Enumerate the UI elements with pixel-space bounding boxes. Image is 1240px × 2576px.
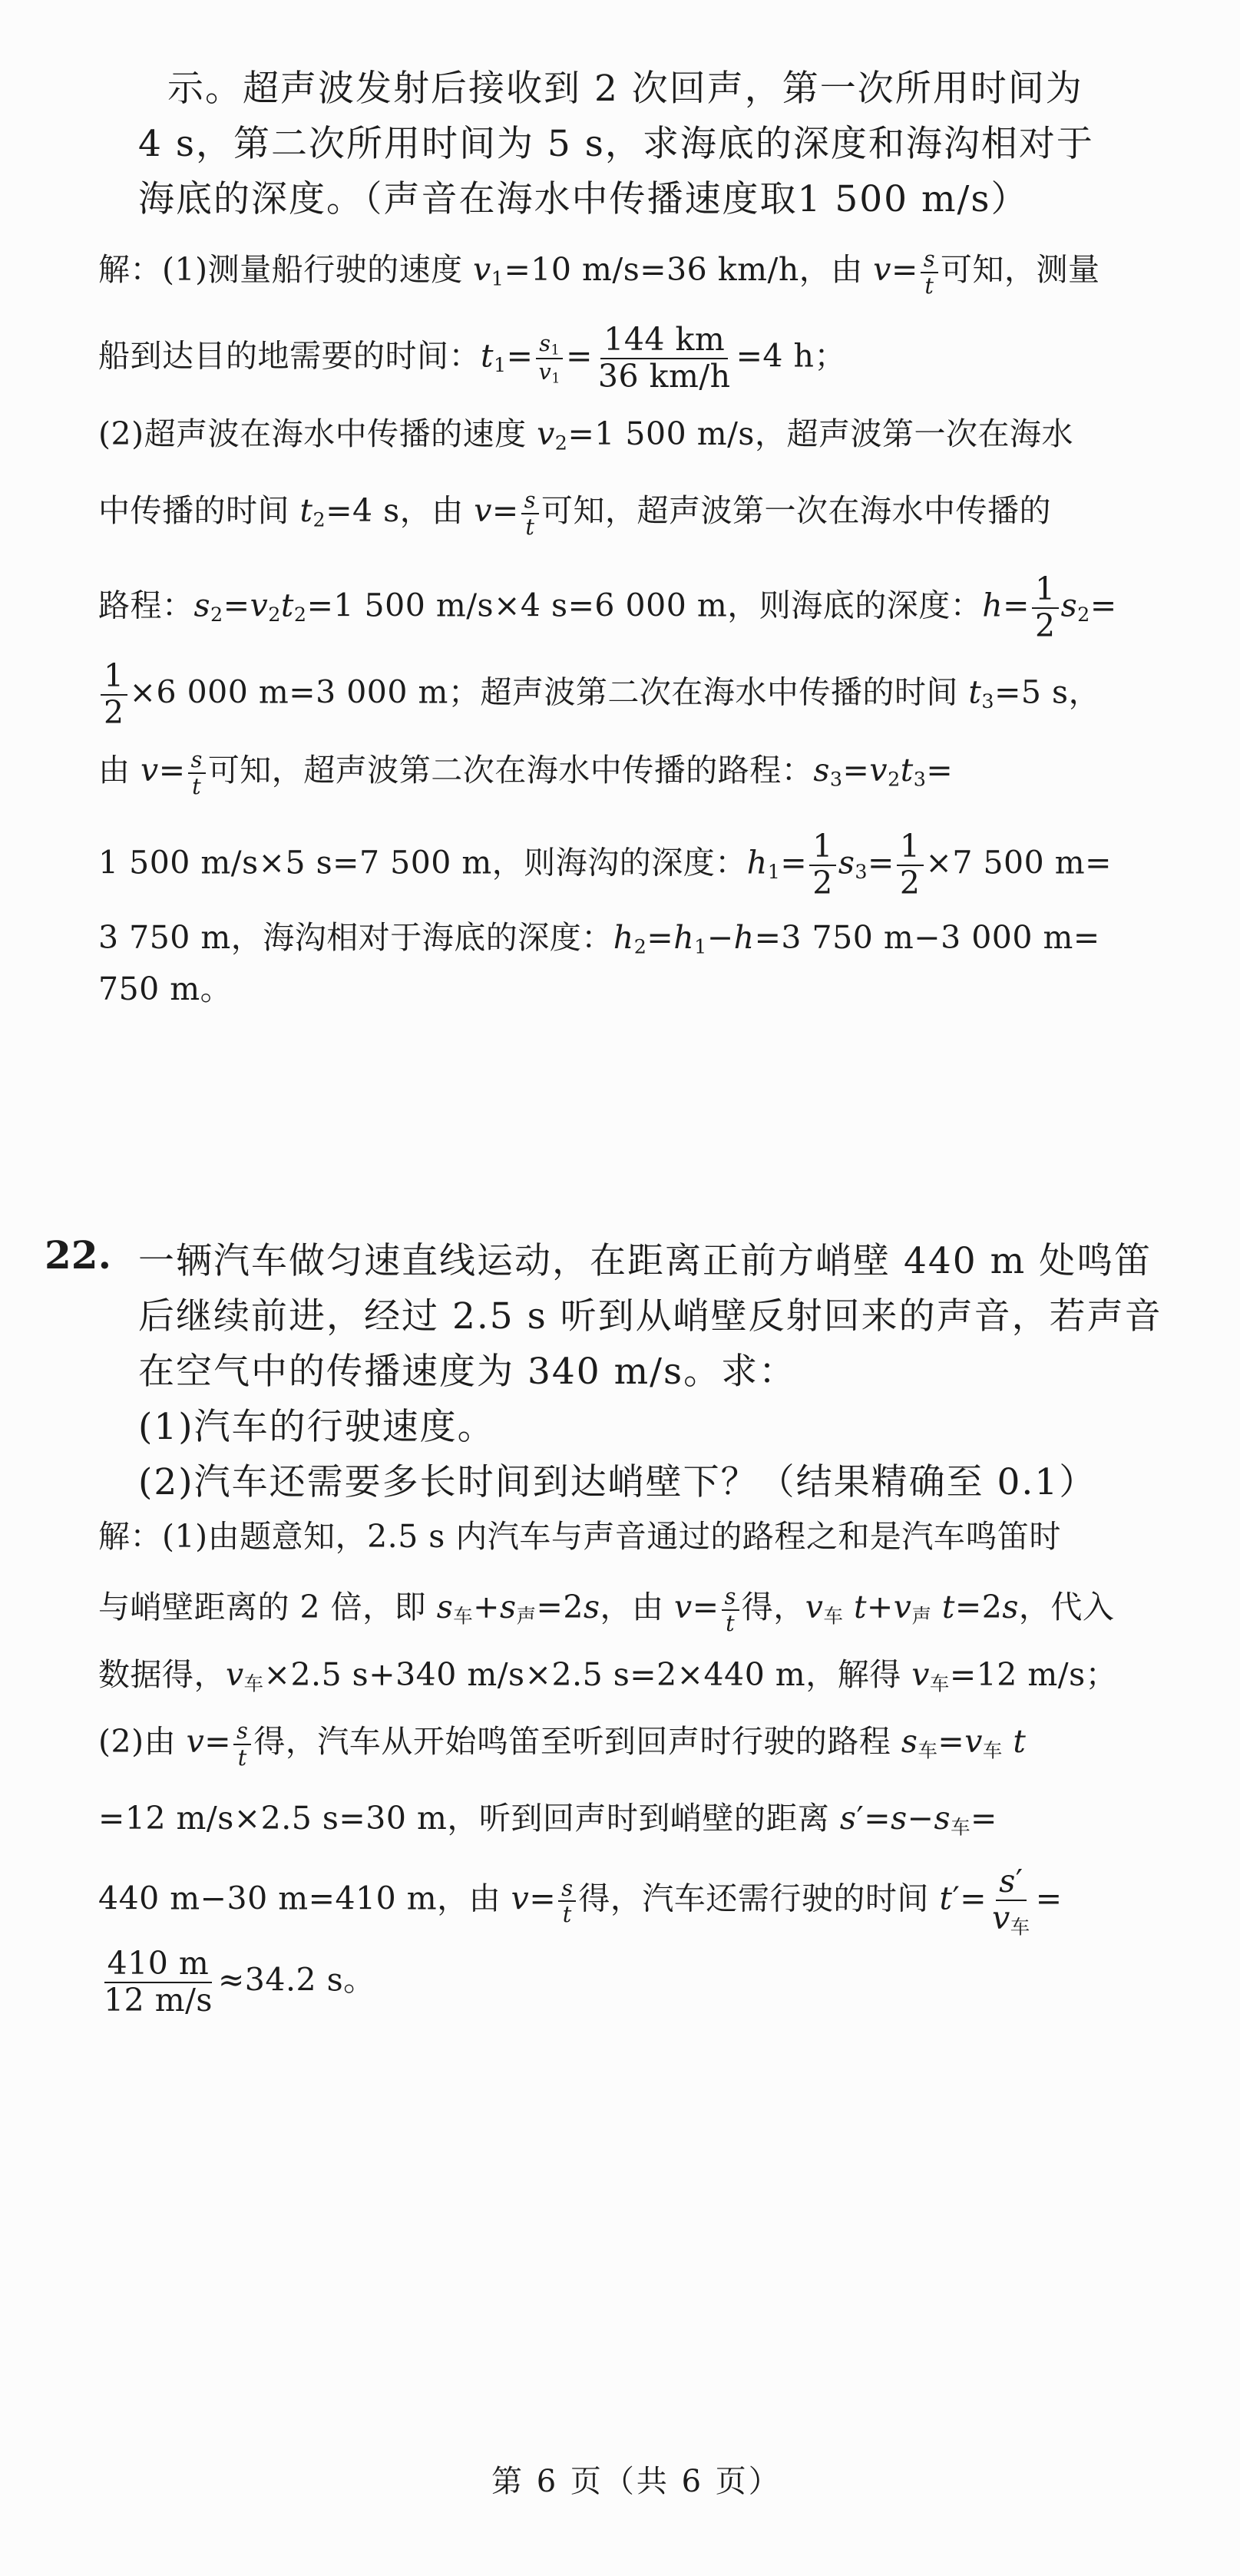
solution-21-line-2: 船到达目的地需要的时间：$t_1=$ $\frac{s_1}{v_1}$ = $\frac{144 km}{36 km/h}$ =4 h； [98,321,846,395]
solution-21-line-10: 750 m。 [98,971,233,1007]
question-22-subquestion-2: (2)汽车还需要多长时间到达峭壁下？（结果精确至 0.1） [138,1461,1097,1503]
question-22-number: 22. [45,1232,111,1278]
question-21-text-line-3: 海底的深度。（声音在海水中传播速度取1 500 m/s） [138,178,1029,220]
solution-22-line-6: 440 m−30 m=410 m，由 v= $\frac{s}{t}$ 得，汽车还需行驶的时间 t′= $\frac{s'}{v_车}$ = [98,1863,1063,1939]
solution-21-line-8: 1 500 m/s×5 s=7 500 m，则海沟的深度：$h_1=$ $\frac{1}{2}$ $s_3=$ $\frac{1}{2}$ ×7 500 m= [98,828,1112,901]
question-22-text-line-3: 在空气中的传播速度为 340 m/s。求： [138,1351,797,1393]
solution-21-line-5: 路程：$s_2=v_2t_2=1$ 500 m/s×4 s=6 000 m，则海底的深度：h= $\frac{1}{2}$ $s_2=$ [98,570,1117,644]
solution-22-line-2: 与峭壁距离的 2 倍，即 $s_车+s_声=2s$，由 v= $\frac{s}{t}$ 得，$v_车$ $t+v_声$ t=2s，代入 [98,1583,1115,1636]
solution-21-line-1: 解：(1)测量船行驶的速度 $v_1=10$ m/s=36 km/h，由 v= $\frac{s}{t}$ 可知，测量 [98,246,1100,299]
question-22-subquestion-1: (1)汽车的行驶速度。 [138,1406,495,1448]
question-22-text-line-1: 一辆汽车做匀速直线运动，在距离正前方峭壁 440 m 处鸣笛 [138,1240,1152,1282]
solution-21-line-6: $\frac{1}{2}$ ×6 000 m=3 000 m；超声波第二次在海水中传播的时间 $t_3=5$ s， [98,659,1100,731]
solution-21-line-3: (2)超声波在海水中传播的速度 $v_2=1$ 500 m/s，超声波第一次在海水 [98,415,1073,455]
question-21-text-line-2: 4 s，第二次所用时间为 5 s，求海底的深度和海沟相对于 [138,123,1094,165]
solution-21-line-4: 中传播的时间 $t_2=4$ s，由 v= $\frac{s}{t}$ 可知，超声波第一次在海水中传播的 [98,487,1052,540]
solution-22-line-3: 数据得，$v_车\times 2.5$ s+340 m/s×2.5 s=2×440 m，解得 $v_车=12$ m/s； [98,1656,1118,1695]
solution-21-line-9: 3 750 m，海沟相对于海底的深度：$h_2=h_1-h=3$ 750 m−3 000 m= [98,919,1100,958]
solution-22-line-4: (2)由 v= $\frac{s}{t}$ 得，汽车从开始鸣笛至听到回声时行驶的路程 $s_车=v_车$ t [98,1718,1027,1771]
solution-21-line-7: 由 v= $\frac{s}{t}$ 可知，超声波第二次在海水中传播的路程：$s_3=v_2t_3=$ [98,746,954,799]
question-22-text-line-2: 后继续前进，经过 2.5 s 听到从峭壁反射回来的声音，若声音 [138,1295,1162,1338]
solution-22-line-1: 解：(1)由题意知，2.5 s 内汽车与声音通过的路程之和是汽车鸣笛时 [98,1518,1061,1555]
solution-22-line-5: =12 m/s×2.5 s=30 m，听到回声时到峭壁的距离 $s'=s-s_车=$ [98,1800,997,1839]
question-21-text-line-1: 示。超声波发射后接收到 2 次回声，第一次所用时间为 [167,68,1083,110]
page-footer: 第 6 页（共 6 页） [491,2464,782,2499]
solution-22-line-7: $\frac{410 m}{12 m/s}$ ≈34.2 s。 [104,1945,375,2019]
